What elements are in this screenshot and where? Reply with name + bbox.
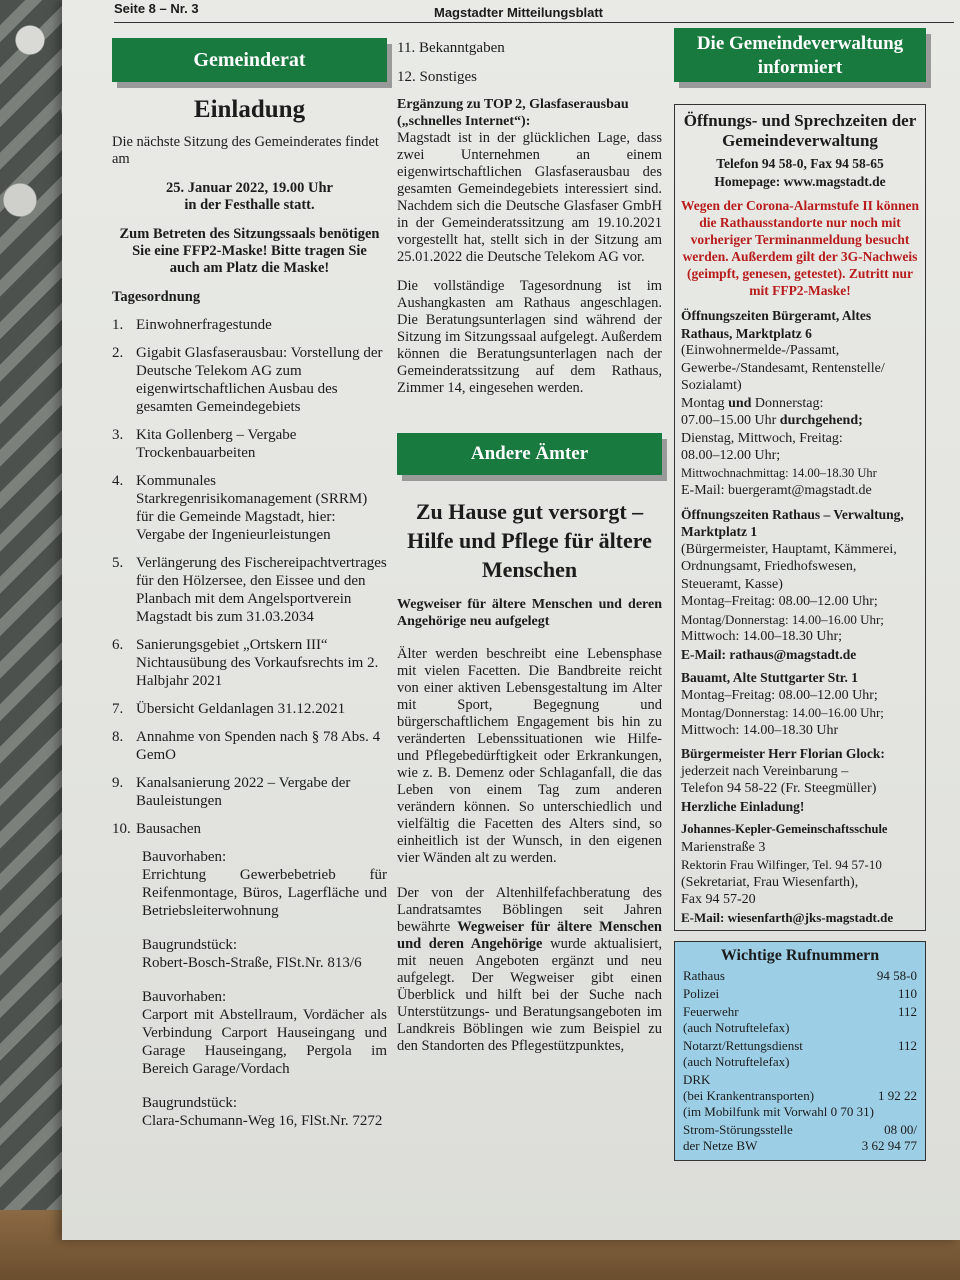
phone-label: Strom-Störungsstelle der Netze BW [683, 1122, 793, 1153]
page-number: Seite 8 – Nr. 3 [114, 1, 199, 16]
buergeramt-line3: Dienstag, Mittwoch, Freitag: [681, 430, 843, 446]
b1-l2b: durchgehend; [779, 413, 863, 428]
phone-row [683, 1038, 917, 1070]
newspaper-title: Magstadter Mitteilungsblatt [434, 5, 604, 20]
article-paragraph-1: Älter werden beschreibt eine Lebensphase mit vielen Facetten. Die Bandbreite reicht von einer aktiven Lebensgestaltung im Alter mit Sport, Begegnung und bürgerschaftlichem Engagement bis hin zu veränderten Lebenssituationen wie Hilfe- und Pflegebedürftigkeit oder Erkrankungen, wie z. B. Demenz oder Schlaganfall, die das Leben von einem Tag zum anderen verändern können. So unterschiedlich und vielfältig die Facetten des Alters sind, so einheitlich ist der Wunsch, in den eigenen vier Wänden alt zu werden. [397, 646, 662, 866]
schule-email[interactable]: E-Mail: wiesenfarth@jks-magstadt.de [681, 909, 894, 925]
agenda-item-text: Übersicht Geldanlagen 31.12.2021 [136, 701, 346, 717]
agenda-item-12: 12. Sonstiges [397, 69, 478, 85]
agenda-item-text: Bausachen [136, 821, 201, 837]
schule-line3: (Sekretariat, Frau Wiesenfarth), [681, 874, 859, 890]
rathaus-email[interactable]: E-Mail: rathaus@magstadt.de [681, 646, 857, 662]
article-title-einladung: Einladung [193, 96, 306, 123]
bauamt-section [681, 669, 919, 739]
agenda-item [112, 426, 387, 462]
supplement-title: Ergänzung zu TOP 2, Glasfaserausbau („schnelles Internet“): [397, 97, 629, 129]
agenda-item [112, 316, 387, 334]
buergeramt-line1 [681, 395, 919, 413]
buergermeister-line3: Herzliche Einladung! [681, 798, 805, 814]
agenda-item-text: Kanalsanierung 2022 – Vergabe der Bauleistungen [136, 775, 351, 809]
para2-part-a: Der von der Altenhilfefachberatung des Landratsamtes Böblingen seit Jahren bewährte [397, 885, 662, 935]
agenda-item-number: 9. [112, 775, 124, 791]
agenda-item [112, 344, 387, 416]
schule-line4: Fax 94 57-20 [681, 892, 756, 907]
agenda-item-number: 8. [112, 729, 124, 745]
b1-l2a: 07.00–15.00 Uhr [681, 413, 780, 428]
page-header [114, 0, 954, 23]
column-verwaltung [674, 28, 926, 1161]
rathaus-line1: Montag–Freitag: 08.00–12.00 Uhr; [681, 594, 878, 609]
corona-notice: Wegen der Corona-Alarmstufe II können die Rathausstandorte nur noch mit vorheriger Terminanmeldung besucht werden. Außerdem gilt der 3G-Nachweis (geimpft, genesen, getestet). Zutritt nur mit FFP2-Maske! [681, 198, 920, 298]
agenda-item [112, 774, 387, 810]
b1-l1c: Donnerstag: [751, 395, 824, 411]
b1-l1a: Montag [681, 395, 729, 411]
phone-number: 112 [897, 1004, 917, 1019]
agenda-item-number: 6. [112, 637, 124, 653]
phone-row [683, 986, 917, 1002]
article-subtitle: Wegweiser für ältere Menschen und deren Angehörige neu aufgelegt [397, 597, 662, 629]
opening-hours-box [674, 104, 926, 931]
buergermeister-title: Bürgermeister Herr Florian Glock: [681, 746, 885, 761]
agenda-item-number: 10. [112, 821, 131, 837]
phone-label: Notarzt/Rettungsdienst (auch Notruftelefax) [683, 1038, 803, 1069]
agenda-item-number: 2. [112, 345, 124, 361]
agenda-item-text: Gigabit Glasfaserausbau: Vorstellung der Deutsche Telekom AG zum eigenwirtschaftlichen Ausbau des gesamten Gemeindegebiets [136, 345, 383, 415]
rathaus-line3: Mittwoch: 14.00–18.30 Uhr; [681, 629, 842, 644]
phone-label: Rathaus [683, 968, 725, 983]
agenda-item [112, 554, 387, 626]
rathaus-desc: (Bürgermeister, Hauptamt, Kämmerei, Ordnungsamt, Friedhofswesen, Steueramt, Kasse) [681, 541, 897, 592]
agenda-item [112, 472, 387, 544]
buergeramt-email[interactable]: E-Mail: buergeramt@magstadt.de [681, 483, 872, 498]
agenda-item-text: Verlängerung des Fischereipachtvertrages für den Hölzersee, den Eissee und den Planbach mit dem Angelsportverein Magstadt bis zum 31.03.2034 [136, 555, 387, 625]
buergeramt-line2 [681, 412, 919, 430]
agenda-item-number: 3. [112, 427, 124, 443]
bau2-text: Carport mit Abstellraum, Vordächer als Verbindung Carport Hauseingang und Garage Hauseingang, Pergola im Bereich Garage/Vordach [142, 1007, 387, 1077]
section-header-andere-aemter: Andere Ämter [397, 433, 662, 475]
invitation-intro: Die nächste Sitzung des Gemeinderates findet am [112, 134, 379, 167]
article-paragraph-2 [397, 885, 662, 1055]
phone-number: 08 00/ 3 62 94 77 [861, 1122, 917, 1153]
agenda-title: Tagesordnung [112, 289, 201, 305]
grund2 [112, 1094, 387, 1130]
agenda-item-text: Einwohnerfragestunde [136, 317, 272, 333]
para2-part-c: wurde aktualisiert, mit neuen Angeboten ergänzt und neu aufgelegt. Der Wegweiser gibt einen Überblick und hilft bei der Suche nach Unterstützungs- und Beratungsangeboten im Landkreis Böblingen wie zum Beispiel zu den Standorten des Pflegestützpunktes, [397, 936, 662, 1054]
grund1 [112, 936, 387, 972]
phone-row [683, 1122, 917, 1154]
bauamt-line1: Montag–Freitag: 08.00–12.00 Uhr; [681, 687, 878, 703]
grund1-label: Baugrundstück: [142, 937, 237, 953]
phone-row [683, 968, 917, 984]
agenda-item [112, 820, 387, 838]
agenda-item [112, 700, 387, 718]
phone-number: 112 [897, 1038, 917, 1053]
buergermeister-line1: jederzeit nach Vereinbarung – [681, 763, 849, 779]
meeting-date [112, 180, 387, 214]
agenda-item-number: 7. [112, 701, 124, 717]
column-gemeinderat [112, 38, 387, 1146]
buergermeister-line2: Telefon 94 58-22 (Fr. Steegmüller) [681, 781, 877, 796]
phone-number: 110 [897, 986, 917, 1001]
grund2-text: Clara-Schumann-Weg 16, FlSt.Nr. 7272 [142, 1113, 383, 1129]
bauamt-line3: Mittwoch: 14.00–18.30 Uhr [681, 722, 839, 738]
b1-l1b: und [728, 395, 752, 411]
phone-fax: Telefon 94 58-0, Fax 94 58-65 [716, 156, 884, 171]
phone-label: Feuerwehr (auch Notruftelefax) [683, 1004, 790, 1035]
bau2 [112, 988, 387, 1078]
schule-line2: Rektorin Frau Wilfinger, Tel. 94 57-10 [681, 857, 882, 872]
supplement-text: Magstadt ist in der glücklichen Lage, dass zwei Unternehmen an einem eigenwirtschaftlichen Glasfaserausbau des gesamten Gemeindegebiets interessiert sind. Nachdem sich die Deutsche Glasfaser GmbH in der Gemeinderatssitzung am 19.10.2021 vorgestellt hat, stellt sich in der Sitzung am 25.01.2022 die Deutsche Telekom AG vor. [397, 130, 662, 265]
agenda-item [112, 636, 387, 690]
buergeramt-line5: Mittwochnachmittag: 14.00–18.30 Uhr [681, 465, 877, 480]
buergeramt-section [681, 307, 919, 500]
section-header-verwaltung: Die Gemeindeverwaltung informiert [674, 28, 926, 82]
agenda-item-number: 5. [112, 555, 124, 571]
phone-label: Polizei [683, 986, 720, 1001]
full-agenda-text: Die vollständige Tagesordnung ist im Aushangkasten am Rathaus angeschlagen. Die Beratungsunterlagen sind während der Sitzung im Sitzungssaal aufgelegt. Außerdem können die Beratungsunterlagen nach der Gemeinderatssitzung auf dem Rathaus, Zimmer 14, eingesehen werden. [397, 278, 662, 396]
rathaus-title: Öffnungszeiten Rathaus – Verwaltung, Marktplatz 1 [681, 506, 904, 539]
agenda-item-11: 11. Bekanntgaben [397, 40, 505, 56]
important-numbers-title: Wichtige Rufnummern [720, 947, 880, 964]
phone-label: DRK (bei Krankentransporten) (im Mobilfunk mit Vorwahl 0 70 31) [683, 1072, 874, 1119]
rathaus-line2: Montag/Donnerstag: 14.00–16.00 Uhr; [681, 611, 884, 627]
article-title-zu-hause: Zu Hause gut versorgt – Hilfe und Pflege für ältere Menschen [407, 499, 652, 582]
bau1-label: Bauvorhaben: [142, 849, 227, 865]
rathaus-section [681, 506, 919, 664]
phone-list [683, 968, 917, 1154]
bau1-text: Errichtung Gewerbebetrieb für Reifenmontage, Büros, Lagerfläche und Betriebsleiterwohnung [142, 867, 387, 919]
mask-notice: Zum Betreten des Sitzungssaals benötigen Sie eine FFP2-Maske! Bitte tragen Sie auch am Platz die Maske! [119, 226, 380, 276]
schule-section [681, 821, 919, 926]
agenda-item-number: 1. [112, 317, 124, 333]
agenda-item-text: Sanierungsgebiet „Ortskern III“ Nichtausübung des Vorkaufsrechts im 2. Halbjahr 2021 [136, 637, 379, 689]
buergeramt-desc: (Einwohnermelde-/Passamt, Gewerbe-/Standesamt, Rentenstelle/ Sozialamt) [681, 343, 885, 393]
grund1-text: Robert-Bosch-Straße, FlSt.Nr. 813/6 [142, 955, 362, 971]
buergeramt-line4: 08.00–12.00 Uhr; [681, 448, 781, 463]
grund2-label: Baugrundstück: [142, 1095, 237, 1111]
phone-number: 94 58-0 [876, 968, 917, 983]
phone-row [683, 1004, 917, 1036]
bauamt-line2: Montag/Donnerstag: 14.00–16.00 Uhr; [681, 705, 884, 720]
bau1 [112, 848, 387, 920]
meeting-date-line1: 25. Januar 2022, 19.00 Uhr [166, 180, 333, 196]
schule-line1: Marienstraße 3 [681, 839, 766, 855]
newspaper-page [62, 0, 960, 1240]
agenda-item [112, 728, 387, 764]
homepage: Homepage: www.magstadt.de [714, 174, 886, 189]
meeting-date-line2: in der Festhalle statt. [184, 197, 315, 213]
important-numbers-box [674, 941, 926, 1161]
agenda-item-text: Annahme von Spenden nach § 78 Abs. 4 GemO [136, 729, 381, 763]
bauamt-title: Bauamt, Alte Stuttgarter Str. 1 [681, 670, 858, 685]
phone-number: 1 92 22 [878, 1088, 917, 1103]
agenda-list [112, 316, 387, 838]
section-header-gemeinderat: Gemeinderat [112, 38, 387, 82]
column-middle [397, 40, 662, 1067]
bau2-label: Bauvorhaben: [142, 989, 227, 1005]
phone-row [683, 1072, 917, 1120]
agenda-item-text: Kommunales Starkregenrisikomanagement (SRRM) für die Gemeinde Magstadt, hier: Vergabe der Ingenieurleistungen [136, 473, 368, 543]
buergermeister-section [681, 745, 919, 815]
agenda-item-text: Kita Gollenberg – Vergabe Trockenbauarbeiten [136, 427, 297, 461]
box-title: Öffnungs- und Sprechzeiten der Gemeindeverwaltung [683, 111, 917, 150]
agenda-item-number: 4. [112, 473, 124, 489]
schule-title: Johannes-Kepler-Gemeinschaftsschule [681, 822, 888, 836]
buergeramt-title: Öffnungszeiten Bürgeramt, Altes Rathaus, Marktplatz 6 [681, 308, 872, 341]
para2-bold: Wegweiser für ältere Menschen und deren Angehörige [397, 919, 663, 952]
